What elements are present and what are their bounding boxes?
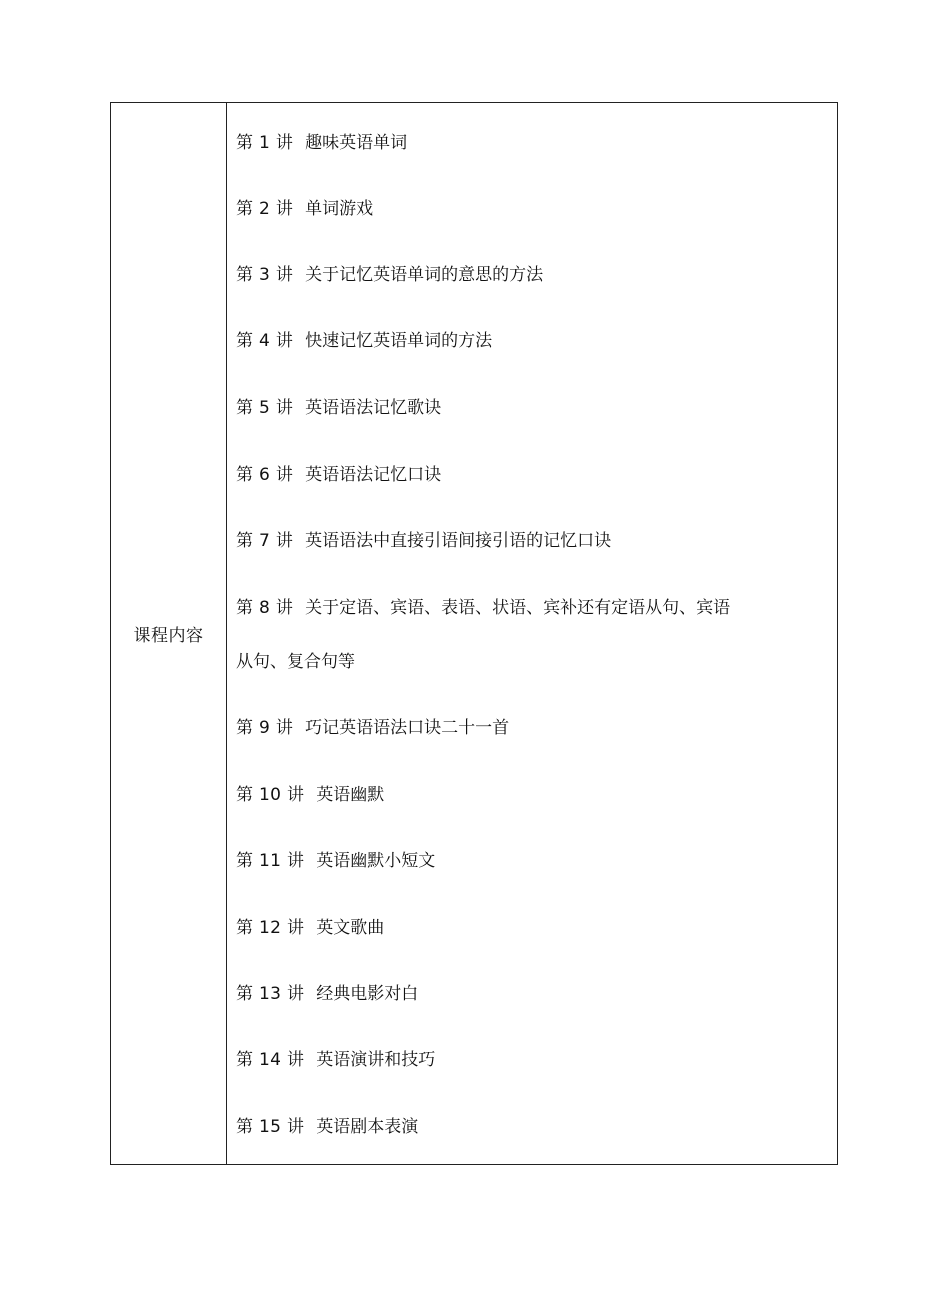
lesson-item	[236, 984, 817, 1004]
lesson-title: 关于定语、宾语、表语、状语、宾补还有定语从句、宾语	[305, 598, 731, 618]
lesson-title: 英文歌曲	[316, 918, 385, 938]
lesson-number: 第 3 讲	[236, 265, 294, 285]
lesson-number: 第 11 讲	[236, 851, 305, 871]
lesson-number: 第 13 讲	[236, 984, 305, 1004]
lesson-number: 第 15 讲	[236, 1117, 305, 1137]
lesson-title: 经典电影对白	[316, 984, 419, 1004]
lesson-title: 关于记忆英语单词的意思的方法	[305, 265, 544, 285]
lesson-number: 第 4 讲	[236, 331, 294, 351]
lesson-item	[236, 851, 817, 871]
lesson-number: 第 12 讲	[236, 918, 305, 938]
lesson-number: 第 7 讲	[236, 531, 294, 551]
lesson-item	[236, 199, 817, 219]
lesson-number: 第 14 讲	[236, 1050, 305, 1070]
lesson-item	[236, 1117, 817, 1137]
lesson-title: 英语语法记忆歌诀	[305, 398, 442, 418]
lesson-title: 巧记英语语法口诀二十一首	[305, 718, 510, 738]
lesson-item	[236, 1050, 817, 1070]
lesson-item	[236, 133, 817, 153]
lesson-item	[236, 531, 817, 551]
lesson-number: 第 8 讲	[236, 598, 294, 618]
lesson-title: 单词游戏	[305, 199, 374, 219]
lesson-item	[236, 918, 817, 938]
lesson-title-continuation: 从句、复合句等	[236, 652, 355, 672]
lesson-title: 英语剧本表演	[316, 1117, 419, 1137]
lesson-number: 第 10 讲	[236, 785, 305, 805]
lesson-number: 第 9 讲	[236, 718, 294, 738]
lesson-number: 第 2 讲	[236, 199, 294, 219]
lesson-number: 第 5 讲	[236, 398, 294, 418]
lesson-title: 英语演讲和技巧	[316, 1050, 436, 1070]
lesson-item	[236, 465, 817, 485]
course-content-table	[110, 102, 838, 1165]
lesson-title: 趣味英语单词	[305, 133, 408, 153]
lesson-number: 第 1 讲	[236, 133, 294, 153]
lesson-item	[236, 785, 817, 805]
lesson-number: 第 6 讲	[236, 465, 294, 485]
lesson-item	[236, 718, 817, 738]
lesson-title: 英语幽默小短文	[316, 851, 436, 871]
lesson-item	[236, 265, 817, 285]
lesson-title: 快速记忆英语单词的方法	[305, 331, 493, 351]
lesson-title: 英语语法记忆口诀	[305, 465, 442, 485]
lesson-item	[236, 598, 817, 618]
lesson-item	[236, 398, 817, 418]
row-label-cell	[111, 103, 227, 1164]
lesson-list-cell	[227, 103, 837, 1164]
row-label: 课程内容	[133, 626, 204, 646]
lesson-title: 英语语法中直接引语间接引语的记忆口诀	[305, 531, 612, 551]
lesson-title: 英语幽默	[316, 785, 385, 805]
lesson-item	[236, 331, 817, 351]
